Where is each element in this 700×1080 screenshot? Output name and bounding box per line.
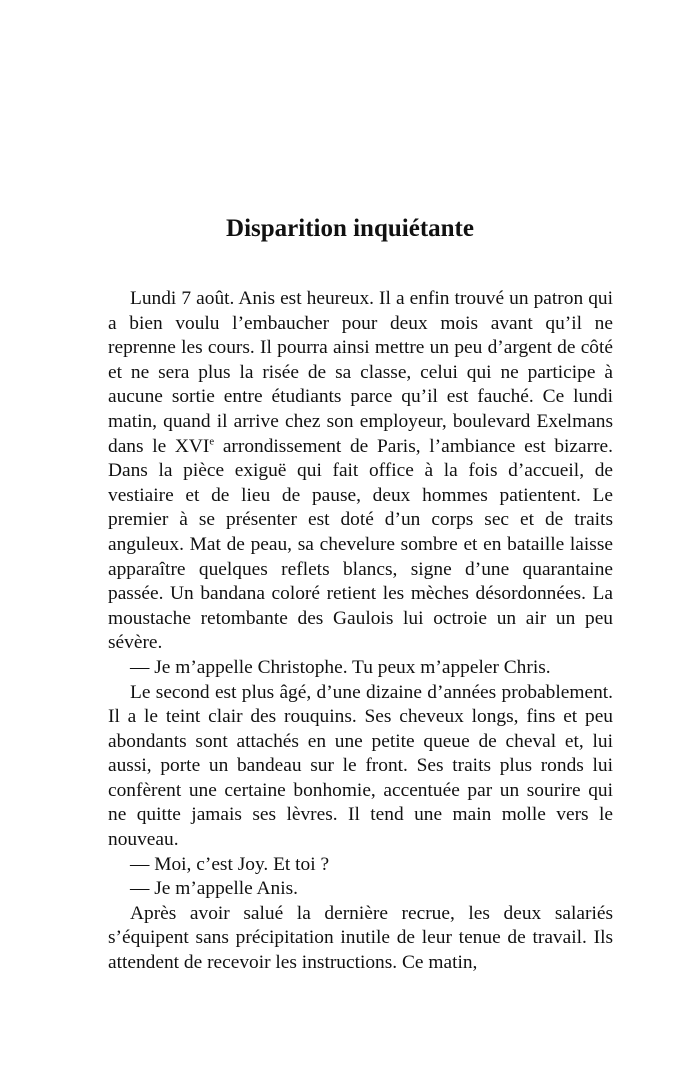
paragraph-final: Après avoir salué la dernière recrue, les deux salariés s’équipent sans précipitation inutile de leur tenue de travail. Ils attendent de recevoir les instructions. Ce matin,: [108, 902, 613, 974]
dialogue-line-anis: — Je m’appelle Anis.: [130, 878, 299, 900]
dialogue-line-joy: — Moi, c’est Joy. Et toi ?: [130, 853, 330, 875]
ordinal-superscript: e: [209, 435, 215, 448]
chapter-title: Disparition inquiétante: [226, 215, 474, 242]
paragraph-1-part-a: Lundi 7 août. Anis est heureux. Il a enfin trouvé un patron qui a bien voulu l’embaucher pour deux mois avant qu’il ne reprenne les cours. Il pourra ainsi mettre un peu d’argent de côté et ne sera plus la risée de sa classe, celui qui ne participe à aucune sortie entre étudiants parce qu’il est fauché. Ce lundi matin, quand il arrive chez son employeur, boulevard Exelmans dans le XVI: [108, 288, 613, 457]
body-text: [108, 287, 613, 976]
paragraph-1-part-b: arrondissement de Paris, l’ambiance est bizarre. Dans la pièce exiguë qui fait office à la fois d’accueil, de vestiaire et de lieu de pause, deux hommes patientent. Le premier à se présenter est doté d’un corps sec et de traits anguleux. Mat de peau, sa chevelure sombre et en bataille laisse apparaître quelques reflets blancs, signe d’une quarantaine passée. Un bandana coloré retient les mèches désordonnées. La moustache retombante des Gaulois lui octroie un air un peu sévère.: [108, 435, 613, 654]
paragraph-joy-description: Le second est plus âgé, d’une dizaine d’années probablement. Il a le teint clair des rouquins. Ses cheveux longs, fins et peu abondants sont attachés en une petite queue de cheval et, lui aussi, porte un bandeau sur le front. Ses traits plus ronds lui confèrent une certaine bonhomie, accentuée par un sourire qui ne quitte jamais ses lèvres. Il tend une main molle vers le nouveau.: [108, 681, 613, 851]
paragraph-1: [108, 287, 613, 656]
dialogue-line-chris: — Je m’appelle Christophe. Tu peux m’appeler Chris.: [130, 656, 551, 678]
